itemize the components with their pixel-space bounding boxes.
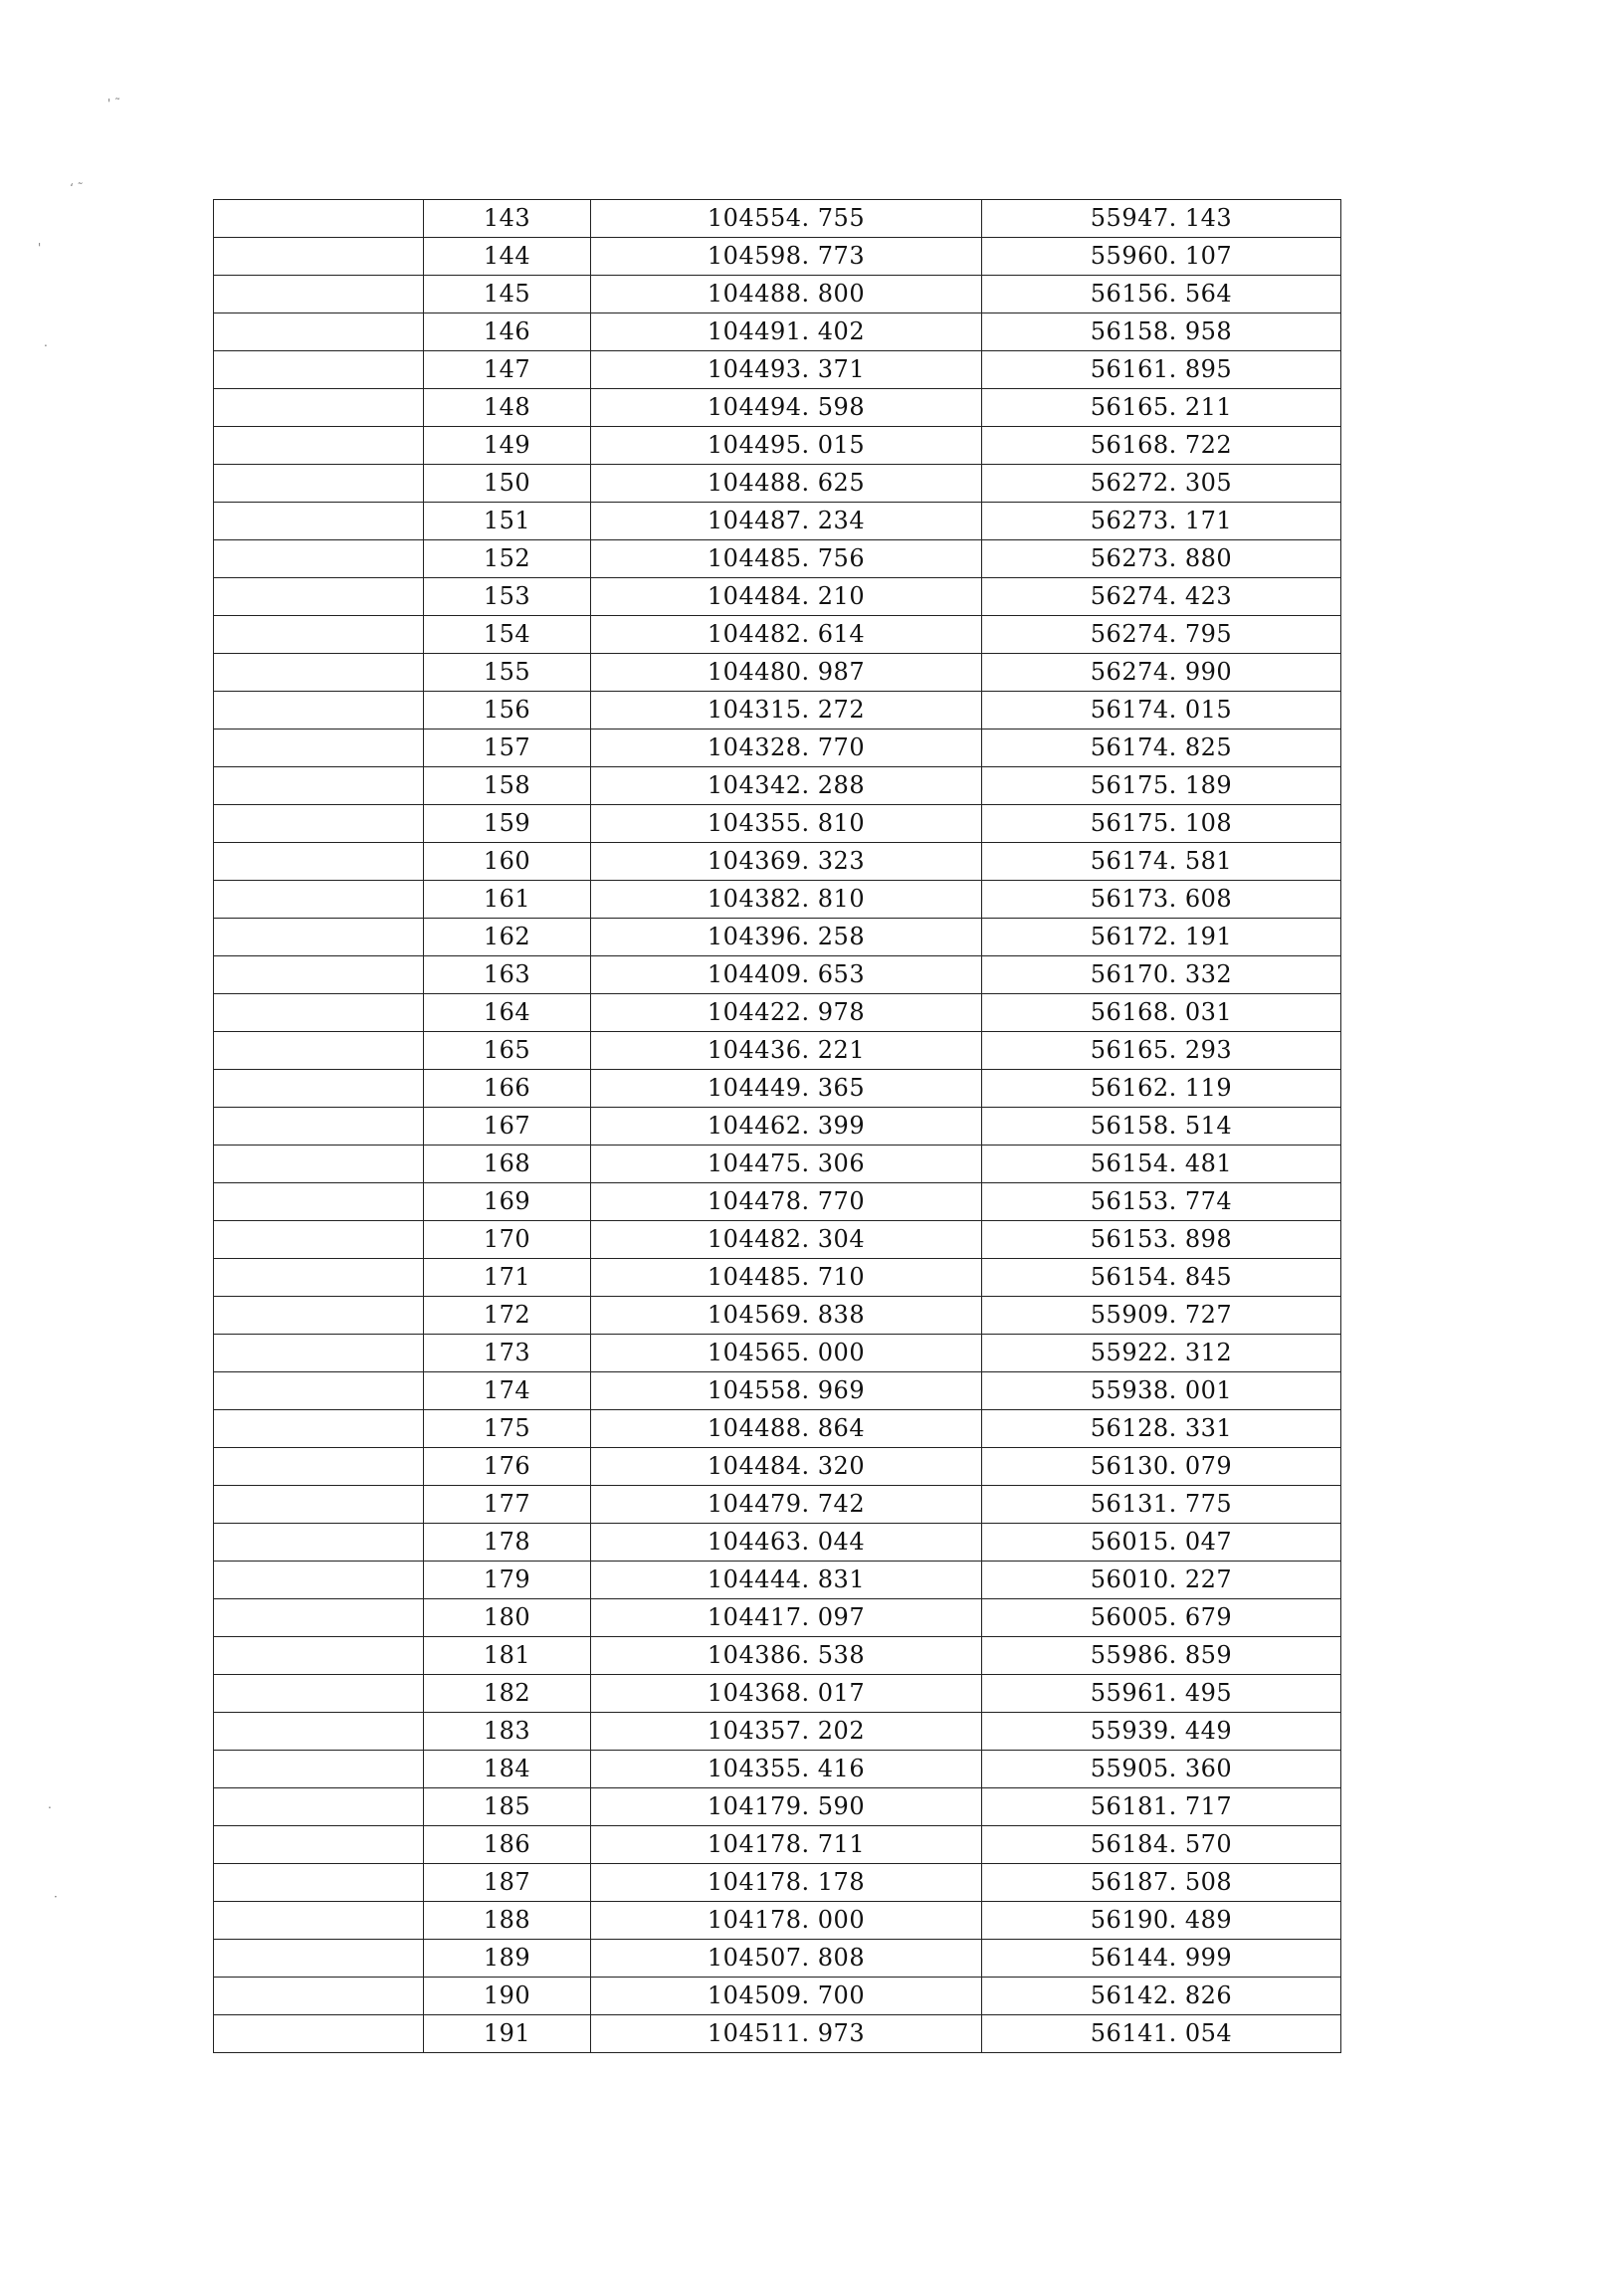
point-number-cell: 191 xyxy=(424,2015,591,2053)
point-number-cell: 160 xyxy=(424,843,591,881)
x-coordinate-cell: 104178. 178 xyxy=(591,1864,982,1902)
table-row xyxy=(214,616,1341,654)
point-number-cell: 188 xyxy=(424,1902,591,1940)
x-coordinate-cell: 104368. 017 xyxy=(591,1675,982,1713)
x-coordinate-cell: 104328. 770 xyxy=(591,730,982,767)
point-number-cell: 172 xyxy=(424,1297,591,1335)
x-coordinate-cell: 104478. 770 xyxy=(591,1183,982,1221)
table-row xyxy=(214,767,1341,805)
y-coordinate-cell: 56005. 679 xyxy=(982,1599,1341,1637)
blank-cell xyxy=(214,767,424,805)
table-row xyxy=(214,1978,1341,2015)
point-number-cell: 179 xyxy=(424,1562,591,1599)
point-number-cell: 190 xyxy=(424,1978,591,2015)
blank-cell xyxy=(214,881,424,919)
table-row xyxy=(214,805,1341,843)
table-row xyxy=(214,994,1341,1032)
point-number-cell: 167 xyxy=(424,1108,591,1146)
x-coordinate-cell: 104386. 538 xyxy=(591,1637,982,1675)
table-row xyxy=(214,503,1341,540)
y-coordinate-cell: 56128. 331 xyxy=(982,1410,1341,1448)
table-row xyxy=(214,427,1341,465)
table-row xyxy=(214,465,1341,503)
blank-cell xyxy=(214,1032,424,1070)
y-coordinate-cell: 56175. 189 xyxy=(982,767,1341,805)
x-coordinate-cell: 104569. 838 xyxy=(591,1297,982,1335)
point-number-cell: 187 xyxy=(424,1864,591,1902)
x-coordinate-cell: 104484. 210 xyxy=(591,578,982,616)
x-coordinate-cell: 104494. 598 xyxy=(591,389,982,427)
blank-cell xyxy=(214,389,424,427)
coordinate-table xyxy=(213,199,1341,2053)
scan-speck: . xyxy=(44,335,48,349)
blank-cell xyxy=(214,1070,424,1108)
scan-speck: ' xyxy=(38,241,42,255)
y-coordinate-cell: 56184. 570 xyxy=(982,1826,1341,1864)
blank-cell xyxy=(214,1259,424,1297)
scan-speck: . xyxy=(48,1797,52,1811)
blank-cell xyxy=(214,1940,424,1978)
blank-cell xyxy=(214,540,424,578)
table-row xyxy=(214,1410,1341,1448)
table-row xyxy=(214,956,1341,994)
y-coordinate-cell: 56273. 171 xyxy=(982,503,1341,540)
point-number-cell: 159 xyxy=(424,805,591,843)
point-number-cell: 173 xyxy=(424,1335,591,1372)
y-coordinate-cell: 56144. 999 xyxy=(982,1940,1341,1978)
y-coordinate-cell: 56015. 047 xyxy=(982,1524,1341,1562)
blank-cell xyxy=(214,1562,424,1599)
x-coordinate-cell: 104462. 399 xyxy=(591,1108,982,1146)
blank-cell xyxy=(214,238,424,276)
x-coordinate-cell: 104178. 711 xyxy=(591,1826,982,1864)
x-coordinate-cell: 104485. 710 xyxy=(591,1259,982,1297)
point-number-cell: 157 xyxy=(424,730,591,767)
blank-cell xyxy=(214,692,424,730)
point-number-cell: 156 xyxy=(424,692,591,730)
point-number-cell: 158 xyxy=(424,767,591,805)
point-number-cell: 145 xyxy=(424,276,591,313)
blank-cell xyxy=(214,1108,424,1146)
point-number-cell: 144 xyxy=(424,238,591,276)
x-coordinate-cell: 104178. 000 xyxy=(591,1902,982,1940)
table-row xyxy=(214,200,1341,238)
y-coordinate-cell: 56153. 774 xyxy=(982,1183,1341,1221)
x-coordinate-cell: 104509. 700 xyxy=(591,1978,982,2015)
y-coordinate-cell: 55961. 495 xyxy=(982,1675,1341,1713)
table-row xyxy=(214,1864,1341,1902)
point-number-cell: 147 xyxy=(424,351,591,389)
x-coordinate-cell: 104565. 000 xyxy=(591,1335,982,1372)
point-number-cell: 183 xyxy=(424,1713,591,1751)
y-coordinate-cell: 56165. 211 xyxy=(982,389,1341,427)
y-coordinate-cell: 55947. 143 xyxy=(982,200,1341,238)
y-coordinate-cell: 56131. 775 xyxy=(982,1486,1341,1524)
x-coordinate-cell: 104485. 756 xyxy=(591,540,982,578)
blank-cell xyxy=(214,1675,424,1713)
table-row xyxy=(214,1713,1341,1751)
table-row xyxy=(214,1183,1341,1221)
y-coordinate-cell: 56158. 514 xyxy=(982,1108,1341,1146)
x-coordinate-cell: 104417. 097 xyxy=(591,1599,982,1637)
blank-cell xyxy=(214,1486,424,1524)
blank-cell xyxy=(214,1335,424,1372)
blank-cell xyxy=(214,730,424,767)
y-coordinate-cell: 55922. 312 xyxy=(982,1335,1341,1372)
point-number-cell: 151 xyxy=(424,503,591,540)
y-coordinate-cell: 56130. 079 xyxy=(982,1448,1341,1486)
x-coordinate-cell: 104558. 969 xyxy=(591,1372,982,1410)
point-number-cell: 181 xyxy=(424,1637,591,1675)
table-row xyxy=(214,1826,1341,1864)
blank-cell xyxy=(214,956,424,994)
y-coordinate-cell: 56142. 826 xyxy=(982,1978,1341,2015)
y-coordinate-cell: 56168. 031 xyxy=(982,994,1341,1032)
x-coordinate-cell: 104342. 288 xyxy=(591,767,982,805)
point-number-cell: 166 xyxy=(424,1070,591,1108)
table-row xyxy=(214,1146,1341,1183)
table-row xyxy=(214,1562,1341,1599)
y-coordinate-cell: 56274. 423 xyxy=(982,578,1341,616)
y-coordinate-cell: 55960. 107 xyxy=(982,238,1341,276)
blank-cell xyxy=(214,1297,424,1335)
blank-cell xyxy=(214,503,424,540)
x-coordinate-cell: 104369. 323 xyxy=(591,843,982,881)
blank-cell xyxy=(214,1221,424,1259)
x-coordinate-cell: 104487. 234 xyxy=(591,503,982,540)
table-row xyxy=(214,540,1341,578)
table-row xyxy=(214,2015,1341,2053)
coordinate-table-body xyxy=(214,200,1341,2053)
point-number-cell: 155 xyxy=(424,654,591,692)
y-coordinate-cell: 56162. 119 xyxy=(982,1070,1341,1108)
table-row xyxy=(214,1599,1341,1637)
table-row xyxy=(214,654,1341,692)
x-coordinate-cell: 104449. 365 xyxy=(591,1070,982,1108)
blank-cell xyxy=(214,578,424,616)
point-number-cell: 164 xyxy=(424,994,591,1032)
x-coordinate-cell: 104493. 371 xyxy=(591,351,982,389)
table-row xyxy=(214,919,1341,956)
table-row xyxy=(214,1108,1341,1146)
point-number-cell: 150 xyxy=(424,465,591,503)
blank-cell xyxy=(214,2015,424,2053)
y-coordinate-cell: 56174. 825 xyxy=(982,730,1341,767)
blank-cell xyxy=(214,200,424,238)
table-row xyxy=(214,276,1341,313)
y-coordinate-cell: 56154. 845 xyxy=(982,1259,1341,1297)
blank-cell xyxy=(214,1146,424,1183)
x-coordinate-cell: 104355. 416 xyxy=(591,1751,982,1788)
table-row xyxy=(214,1448,1341,1486)
table-row xyxy=(214,692,1341,730)
y-coordinate-cell: 56190. 489 xyxy=(982,1902,1341,1940)
blank-cell xyxy=(214,805,424,843)
y-coordinate-cell: 56165. 293 xyxy=(982,1032,1341,1070)
blank-cell xyxy=(214,1372,424,1410)
blank-cell xyxy=(214,1524,424,1562)
y-coordinate-cell: 55938. 001 xyxy=(982,1372,1341,1410)
point-number-cell: 189 xyxy=(424,1940,591,1978)
scan-speck: · xyxy=(54,1890,58,1904)
point-number-cell: 184 xyxy=(424,1751,591,1788)
scan-speck: ' ˜ xyxy=(107,97,121,110)
blank-cell xyxy=(214,1902,424,1940)
y-coordinate-cell: 56158. 958 xyxy=(982,313,1341,351)
blank-cell xyxy=(214,616,424,654)
point-number-cell: 175 xyxy=(424,1410,591,1448)
x-coordinate-cell: 104463. 044 xyxy=(591,1524,982,1562)
x-coordinate-cell: 104355. 810 xyxy=(591,805,982,843)
x-coordinate-cell: 104598. 773 xyxy=(591,238,982,276)
table-row xyxy=(214,1335,1341,1372)
point-number-cell: 186 xyxy=(424,1826,591,1864)
table-row xyxy=(214,1070,1341,1108)
point-number-cell: 182 xyxy=(424,1675,591,1713)
blank-cell xyxy=(214,1788,424,1826)
blank-cell xyxy=(214,313,424,351)
point-number-cell: 177 xyxy=(424,1486,591,1524)
table-row xyxy=(214,1032,1341,1070)
point-number-cell: 161 xyxy=(424,881,591,919)
y-coordinate-cell: 56170. 332 xyxy=(982,956,1341,994)
x-coordinate-cell: 104482. 614 xyxy=(591,616,982,654)
table-row xyxy=(214,1637,1341,1675)
blank-cell xyxy=(214,427,424,465)
point-number-cell: 143 xyxy=(424,200,591,238)
table-row xyxy=(214,238,1341,276)
y-coordinate-cell: 56153. 898 xyxy=(982,1221,1341,1259)
x-coordinate-cell: 104382. 810 xyxy=(591,881,982,919)
table-row xyxy=(214,1940,1341,1978)
x-coordinate-cell: 104315. 272 xyxy=(591,692,982,730)
y-coordinate-cell: 56168. 722 xyxy=(982,427,1341,465)
x-coordinate-cell: 104554. 755 xyxy=(591,200,982,238)
point-number-cell: 169 xyxy=(424,1183,591,1221)
x-coordinate-cell: 104491. 402 xyxy=(591,313,982,351)
blank-cell xyxy=(214,1751,424,1788)
point-number-cell: 170 xyxy=(424,1221,591,1259)
point-number-cell: 154 xyxy=(424,616,591,654)
x-coordinate-cell: 104409. 653 xyxy=(591,956,982,994)
point-number-cell: 149 xyxy=(424,427,591,465)
y-coordinate-cell: 56187. 508 xyxy=(982,1864,1341,1902)
y-coordinate-cell: 56274. 990 xyxy=(982,654,1341,692)
x-coordinate-cell: 104488. 625 xyxy=(591,465,982,503)
blank-cell xyxy=(214,994,424,1032)
point-number-cell: 171 xyxy=(424,1259,591,1297)
y-coordinate-cell: 56274. 795 xyxy=(982,616,1341,654)
blank-cell xyxy=(214,843,424,881)
table-row xyxy=(214,1221,1341,1259)
table-row xyxy=(214,1524,1341,1562)
point-number-cell: 162 xyxy=(424,919,591,956)
y-coordinate-cell: 56273. 880 xyxy=(982,540,1341,578)
x-coordinate-cell: 104436. 221 xyxy=(591,1032,982,1070)
table-row xyxy=(214,313,1341,351)
table-row xyxy=(214,1902,1341,1940)
y-coordinate-cell: 55905. 360 xyxy=(982,1751,1341,1788)
blank-cell xyxy=(214,1826,424,1864)
point-number-cell: 152 xyxy=(424,540,591,578)
blank-cell xyxy=(214,1637,424,1675)
x-coordinate-cell: 104511. 973 xyxy=(591,2015,982,2053)
table-row xyxy=(214,1372,1341,1410)
blank-cell xyxy=(214,276,424,313)
y-coordinate-cell: 56272. 305 xyxy=(982,465,1341,503)
y-coordinate-cell: 56161. 895 xyxy=(982,351,1341,389)
table-row xyxy=(214,1259,1341,1297)
blank-cell xyxy=(214,654,424,692)
blank-cell xyxy=(214,1713,424,1751)
point-number-cell: 176 xyxy=(424,1448,591,1486)
x-coordinate-cell: 104179. 590 xyxy=(591,1788,982,1826)
scan-speck: ‘ ˜ xyxy=(70,181,84,195)
x-coordinate-cell: 104488. 864 xyxy=(591,1410,982,1448)
y-coordinate-cell: 55909. 727 xyxy=(982,1297,1341,1335)
y-coordinate-cell: 56174. 015 xyxy=(982,692,1341,730)
x-coordinate-cell: 104479. 742 xyxy=(591,1486,982,1524)
point-number-cell: 153 xyxy=(424,578,591,616)
y-coordinate-cell: 56175. 108 xyxy=(982,805,1341,843)
y-coordinate-cell: 55986. 859 xyxy=(982,1637,1341,1675)
y-coordinate-cell: 56141. 054 xyxy=(982,2015,1341,2053)
x-coordinate-cell: 104484. 320 xyxy=(591,1448,982,1486)
y-coordinate-cell: 55939. 449 xyxy=(982,1713,1341,1751)
x-coordinate-cell: 104480. 987 xyxy=(591,654,982,692)
x-coordinate-cell: 104495. 015 xyxy=(591,427,982,465)
point-number-cell: 163 xyxy=(424,956,591,994)
x-coordinate-cell: 104507. 808 xyxy=(591,1940,982,1978)
x-coordinate-cell: 104488. 800 xyxy=(591,276,982,313)
table-row xyxy=(214,1486,1341,1524)
x-coordinate-cell: 104396. 258 xyxy=(591,919,982,956)
y-coordinate-cell: 56156. 564 xyxy=(982,276,1341,313)
y-coordinate-cell: 56154. 481 xyxy=(982,1146,1341,1183)
table-row xyxy=(214,1788,1341,1826)
x-coordinate-cell: 104482. 304 xyxy=(591,1221,982,1259)
table-row xyxy=(214,389,1341,427)
y-coordinate-cell: 56174. 581 xyxy=(982,843,1341,881)
blank-cell xyxy=(214,1410,424,1448)
blank-cell xyxy=(214,351,424,389)
table-row xyxy=(214,881,1341,919)
y-coordinate-cell: 56181. 717 xyxy=(982,1788,1341,1826)
table-row xyxy=(214,351,1341,389)
point-number-cell: 165 xyxy=(424,1032,591,1070)
table-row xyxy=(214,1675,1341,1713)
point-number-cell: 168 xyxy=(424,1146,591,1183)
x-coordinate-cell: 104422. 978 xyxy=(591,994,982,1032)
point-number-cell: 185 xyxy=(424,1788,591,1826)
x-coordinate-cell: 104444. 831 xyxy=(591,1562,982,1599)
blank-cell xyxy=(214,1978,424,2015)
blank-cell xyxy=(214,919,424,956)
blank-cell xyxy=(214,1864,424,1902)
blank-cell xyxy=(214,1448,424,1486)
y-coordinate-cell: 56010. 227 xyxy=(982,1562,1341,1599)
table-row xyxy=(214,578,1341,616)
y-coordinate-cell: 56173. 608 xyxy=(982,881,1341,919)
blank-cell xyxy=(214,465,424,503)
point-number-cell: 178 xyxy=(424,1524,591,1562)
point-number-cell: 146 xyxy=(424,313,591,351)
point-number-cell: 174 xyxy=(424,1372,591,1410)
blank-cell xyxy=(214,1183,424,1221)
table-row xyxy=(214,843,1341,881)
point-number-cell: 180 xyxy=(424,1599,591,1637)
x-coordinate-cell: 104357. 202 xyxy=(591,1713,982,1751)
blank-cell xyxy=(214,1599,424,1637)
table-row xyxy=(214,1751,1341,1788)
x-coordinate-cell: 104475. 306 xyxy=(591,1146,982,1183)
table-row xyxy=(214,730,1341,767)
y-coordinate-cell: 56172. 191 xyxy=(982,919,1341,956)
table-row xyxy=(214,1297,1341,1335)
point-number-cell: 148 xyxy=(424,389,591,427)
